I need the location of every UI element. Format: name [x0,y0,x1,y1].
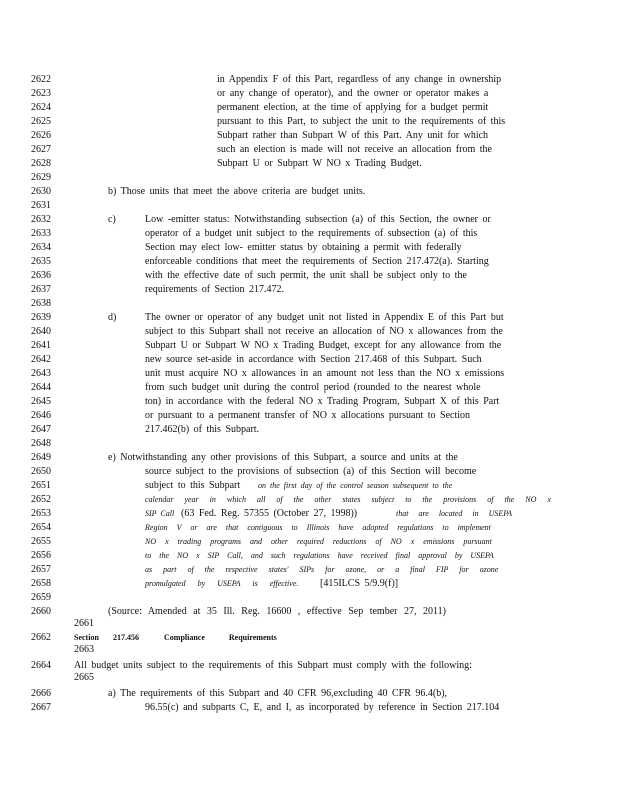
subsection-e: e) Notwithstanding any other provisions of this Subpart, a source and units at the [108,452,458,463]
italic-text: that are located in USEPA [396,509,512,518]
line-number: 2653 [31,508,51,519]
text-line: (63 Fed. Reg. 57355 (October 27, 1998)) [181,508,358,519]
subsection-label: c) [108,214,116,225]
italic-text: promulgated by USEPA is effective. [145,579,299,588]
text-line: Section may elect low- emitter status by obtaining a permit with federally [145,242,462,253]
line-number: 2662 [31,632,51,643]
line-number: 2624 [31,102,51,113]
text-line: source subject to the provisions of subsection (a) of this Section will become [145,466,477,477]
italic-text: as part of the respective states' SIPs for ozone, or a final FIP for ozone [145,565,499,574]
text-line: Subpart U or Subpart W NO x Trading Budget, except for any allowance from the [145,340,502,351]
line-number: 2663 [74,644,94,655]
line-number: 2639 [31,312,51,323]
subsection-a: a) The requirements of this Subpart and 40 CFR 96,excluding 40 CFR 96.4(b), [108,688,448,699]
italic-text: Region V or are that contiguous to Illinois have adopted regulations to implement [145,523,491,532]
line-number: 2633 [31,228,51,239]
line-number: 2626 [31,130,51,141]
text-line: operator of a budget unit subject to the requirements of subsection (a) of this [145,228,478,239]
text-line: in Appendix F of this Part, regardless of any change in ownership [217,74,502,85]
line-number: 2628 [31,158,51,169]
line-number: 2632 [31,214,51,225]
section-label: Section [74,633,99,642]
text-line: Subpart rather than Subpart W of this Part. Any unit for which [217,130,489,141]
line-number: 2664 [31,660,51,671]
italic-text: NO x trading programs and other required reductions of NO x emissions pursuant [145,537,492,546]
text-line: subject to this Subpart [145,480,241,491]
italic-text: SIP Call [145,509,175,518]
line-number: 2666 [31,688,51,699]
text-line: 96.55(c) and subparts C, E, and I, as incorporated by reference in Section 217.104 [145,702,500,713]
text-line: with the effective date of such permit, the unit shall be subject only to the [145,270,467,281]
text-line: such an election is made will not receive an allocation from the [217,144,492,155]
text-line: Subpart U or Subpart W NO x Trading Budget. [217,158,422,169]
italic-text: on the first day of the control season subsequent to the [258,481,453,490]
text-line: new source set-aside in accordance with Section 217.468 of this Subpart. Such [145,354,482,365]
text-line: Low -emitter status: Notwithstanding subsection (a) of this Section, the owner or [145,214,491,225]
line-number: 2630 [31,186,51,197]
line-number: 2656 [31,550,51,561]
line-number: 2642 [31,354,51,365]
line-number: 2659 [31,592,51,603]
line-number: 2645 [31,396,51,407]
line-number: 2635 [31,256,51,267]
text-line: or pursuant to a permanent transfer of NO x allocations pursuant to Section [145,410,471,421]
line-number: 2622 [31,74,51,85]
line-number: 2644 [31,382,51,393]
line-number: 2627 [31,144,51,155]
line-number: 2650 [31,466,51,477]
text-line: pursuant to this Part, to subject the unit to the requirements of this [217,116,506,127]
text-line: permanent election, at the time of applying for a budget permit [217,102,489,113]
line-number: 2652 [31,494,51,505]
line-number: 2640 [31,326,51,337]
line-number: 2629 [31,172,51,183]
section-number: 217.456 [113,633,139,642]
line-number: 2655 [31,536,51,547]
line-number: 2648 [31,438,51,449]
text-line: requirements of Section 217.472. [145,284,285,295]
italic-text: to the NO x SIP Call, and such regulations have received final approval by USEPA [145,551,494,560]
text-line: subject to this Subpart shall not receive an allocation of NO x allowances from the [145,326,503,337]
line-number: 2625 [31,116,51,127]
line-number: 2643 [31,368,51,379]
text-line: enforceable conditions that meet the requirements of Section 217.472(a). Starting [145,256,489,267]
line-number: 2636 [31,270,51,281]
source-note: (Source: Amended at 35 Ill. Reg. 16600 , effective Sep tember 27, 2011) [108,606,446,617]
text-line: 217.462(b) of this Subpart. [145,424,260,435]
line-number: 2631 [31,200,51,211]
line-number: 2647 [31,424,51,435]
line-number: 2634 [31,242,51,253]
line-number: 2638 [31,298,51,309]
line-number: 2646 [31,410,51,421]
subsection-label: d) [108,312,117,323]
line-number: 2660 [31,606,51,617]
line-number: 2623 [31,88,51,99]
line-number: 2665 [74,672,94,683]
line-number: 2661 [74,618,94,629]
line-number: 2654 [31,522,51,533]
line-number: 2649 [31,452,51,463]
section-title: Compliance Requirements [164,633,277,642]
line-number: 2641 [31,340,51,351]
text-line: ton) in accordance with the federal NO x Trading Program, Subpart X of this Part [145,396,500,407]
line-number: 2667 [31,702,51,713]
italic-text: calendar year in which all of the other states subject to the provisions of the NO x [145,495,551,504]
text-line: or any change of operator), and the owner or operator makes a [217,88,489,99]
citation: [415ILCS 5/9.9(f)] [320,578,399,589]
text-line: from such budget unit during the control period (rounded to the nearest whole [145,382,481,393]
line-number: 2651 [31,480,51,491]
text-line: unit must acquire NO x allowances in an amount not less than the NO x emissions [145,368,505,379]
text-line: The owner or operator of any budget unit not listed in Appendix E of this Part but [145,312,504,323]
line-number: 2637 [31,284,51,295]
text-line: All budget units subject to the requirements of this Subpart must comply with the following: [74,660,472,671]
subsection-b: b) Those units that meet the above criteria are budget units. [108,186,366,197]
line-number: 2658 [31,578,51,589]
line-number: 2657 [31,564,51,575]
